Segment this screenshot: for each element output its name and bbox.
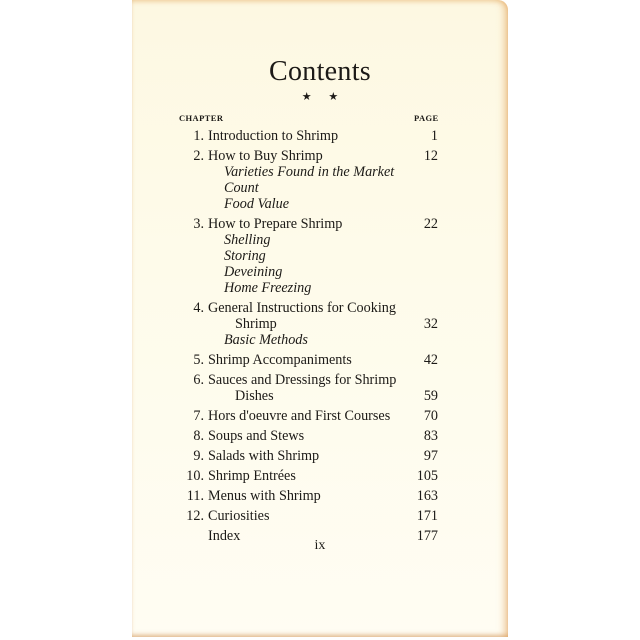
page-column-header: PAGE [414,113,439,123]
toc-entry[interactable] [179,508,438,524]
subsection: Varieties Found in the Market [224,164,395,180]
chapter-column-header: CHAPTER [179,113,224,123]
chapter-title: Sauces and Dressings for Shrimp [208,372,397,388]
subsection: Basic Methods [224,332,308,348]
chapter-number: 3. [193,216,204,232]
chapter-number: 11. [186,488,204,504]
chapter-title: Curiosities [208,508,270,524]
toc-entry[interactable] [179,408,438,424]
toc-entry[interactable] [179,300,438,348]
toc-entry[interactable] [179,428,438,444]
page-number: 177 [416,528,438,544]
page-folio: ix [314,538,326,553]
chapter-title: Index [208,528,241,544]
toc-entry[interactable] [179,128,438,144]
page-number: 59 [423,388,438,404]
chapter-title-continued: Dishes [235,388,274,404]
chapter-title-continued: Shrimp [235,316,277,332]
book-page [132,0,508,637]
page-number: 32 [423,316,438,332]
toc-entry[interactable] [179,468,438,484]
page-number: 1 [430,128,438,144]
chapter-number: 1. [193,128,204,144]
chapter-number: 8. [193,428,204,444]
chapter-number: 7. [193,408,204,424]
chapter-title: How to Prepare Shrimp [208,216,343,232]
chapter-title: Soups and Stews [208,428,305,444]
subsection: Storing [224,248,266,264]
subsection: Count [224,180,259,196]
subsection: Home Freezing [224,280,312,296]
chapter-number: 9. [193,448,204,464]
chapter-number: 12. [186,508,204,524]
page-number: 171 [416,508,438,524]
chapter-number: 4. [193,300,204,316]
subsection: Food Value [224,196,290,212]
chapter-title: Shrimp Entrées [208,468,296,484]
chapter-number: 5. [193,352,204,368]
page-number: 12 [423,148,438,164]
toc-entry[interactable] [179,216,438,296]
page-number: 105 [416,468,438,484]
page-number: 163 [416,488,438,504]
page-number: 97 [423,448,438,464]
chapter-title: General Instructions for Cooking [208,300,396,316]
page-number: 42 [423,352,438,368]
subsection: Deveining [224,264,283,280]
chapter-number: 2. [193,148,204,164]
page-number: 70 [423,408,438,424]
chapter-title: Introduction to Shrimp [208,128,339,144]
chapter-title: Menus with Shrimp [208,488,321,504]
chapter-title: Shrimp Accompaniments [208,352,352,368]
chapter-number: 10. [186,468,204,484]
toc-entry[interactable] [179,372,438,404]
chapter-number: 6. [193,372,204,388]
table-of-contents [179,124,438,544]
chapter-title: Salads with Shrimp [208,448,320,464]
toc-entry[interactable] [179,488,438,504]
chapter-title: How to Buy Shrimp [208,148,323,164]
toc-entry[interactable] [179,448,438,464]
subsection: Shelling [224,232,271,248]
page-number: 83 [423,428,438,444]
toc-entry[interactable] [179,148,438,212]
page-number: 22 [423,216,438,232]
chapter-title: Hors d'oeuvre and First Courses [208,408,391,424]
star-ornament-icon: ★ ★ [301,91,339,103]
toc-entry[interactable] [179,352,438,368]
page-title: Contents [269,56,371,87]
